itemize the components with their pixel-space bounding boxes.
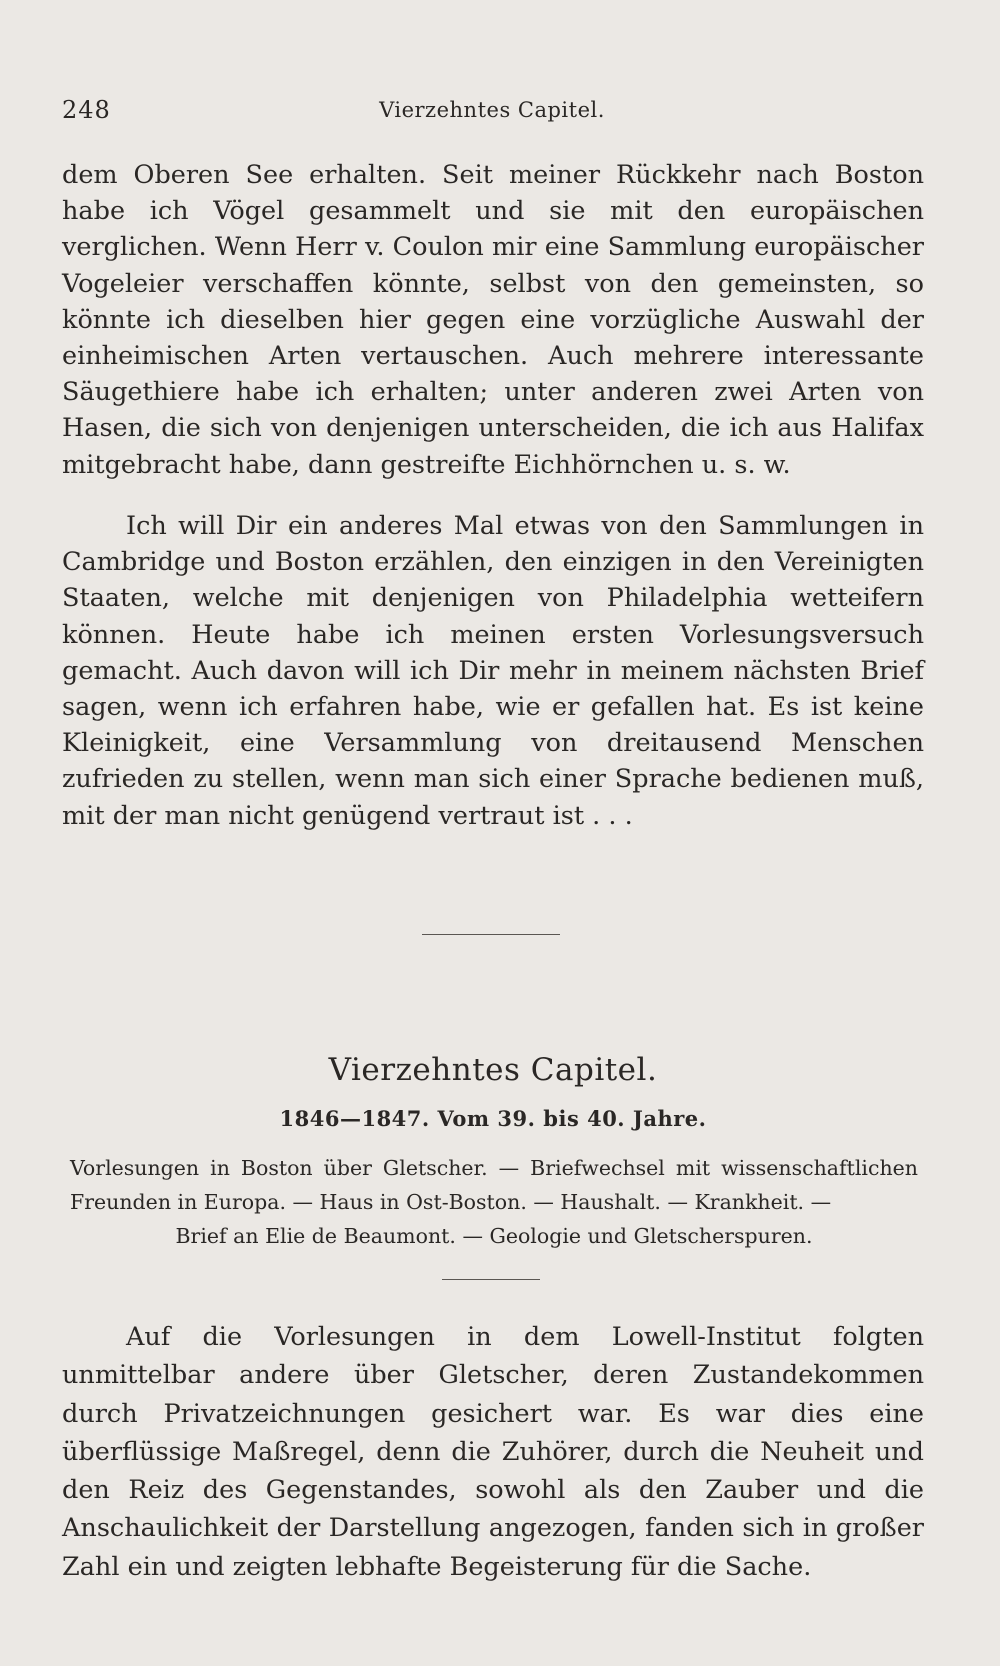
chapter-summary-text: Vorlesungen in Boston über Gletscher. — Briefwechsel mit wissenschaftlichen Freunden in Europa. — Haus in Ost-Boston. — Haushalt. — Krankheit. —: [70, 1156, 918, 1214]
section-divider: [442, 1279, 540, 1280]
paragraph-text: Auf die Vorlesungen in dem Lowell-Institut folgten unmittelbar andere über Gletscher, deren Zustandekommen durch Privatzeichnungen gesichert war. Es war dies eine überflüssige Maßregel, denn die Zuhörer, durch die Neuheit und den Reiz des Gegenstandes, sowohl als den Zauber und die Anschaulichkeit der Darstellung angezogen, fanden sich in großer Zahl ein und zeigten lebhafte Begeisterung für die Sache.: [62, 1322, 924, 1582]
page-number: 248: [62, 96, 111, 124]
paragraph-text: Ich will Dir ein anderes Mal etwas von den Sammlungen in Cambridge und Boston erzählen, den einzigen in den Vereinigten Staaten, welche mit denjenigen von Philadelphia wetteifern können. Heute habe ich meinen ersten Vorlesungsversuch gemacht. Auch davon will ich Dir mehr in meinem nächsten Brief sagen, wenn ich erfahren habe, wie er gefallen hat. Es ist keine Kleinigkeit, eine Versammlung von dreitausend Menschen zufrieden zu stellen, wenn man sich einer Sprache bedienen muß, mit der man nicht genügend vertraut ist . . .: [62, 511, 924, 831]
running-title: Vierzehntes Capitel.: [379, 98, 605, 122]
paragraph: [62, 1318, 924, 1586]
chapter-summary-last-line: Brief an Elie de Beaumont. — Geologie und Gletscherspuren.: [175, 1224, 813, 1248]
chapter-years: 1846—1847. Vom 39. bis 40. Jahre.: [279, 1106, 707, 1131]
paragraph: [62, 508, 924, 834]
paragraph-text: dem Oberen See erhalten. Seit meiner Rückkehr nach Boston habe ich Vögel gesammelt und sie mit den europäischen verglichen. Wenn Herr v. Coulon mir eine Sammlung europäischer Vogeleier verschaffen könnte, selbst von den gemeinsten, so könnte ich dieselben hier gegen eine vorzügliche Auswahl der einheimischen Arten vertauschen. Auch mehrere interessante Säugethiere habe ich erhalten; unter anderen zwei Arten von Hasen, die sich von denjenigen unterscheiden, die ich aus Halifax mitgebracht habe, dann gestreifte Eichhörnchen u. s. w.: [62, 160, 924, 480]
section-divider: [422, 934, 560, 935]
chapter-title: Vierzehntes Capitel.: [328, 1052, 658, 1088]
page-header: [62, 96, 922, 132]
paragraph-continued: [62, 157, 924, 483]
chapter-summary: [70, 1151, 918, 1253]
